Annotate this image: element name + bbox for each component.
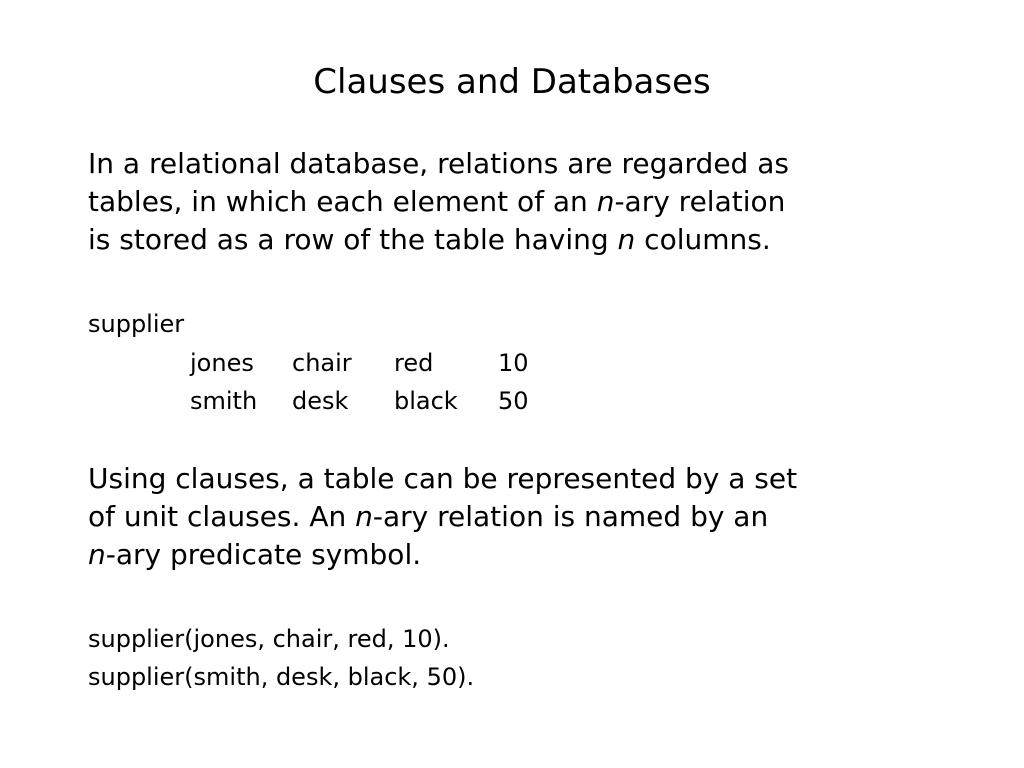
unit-clause: supplier(smith, desk, black, 50). xyxy=(88,663,475,691)
table-cell: smith xyxy=(190,387,258,415)
clauses-paragraph xyxy=(88,460,948,574)
intro-line-3-text-c: columns. xyxy=(635,223,771,256)
intro-line-2 xyxy=(88,183,948,221)
table-cell: red xyxy=(394,349,434,377)
table-cell: 50 xyxy=(498,387,529,415)
table-cell: chair xyxy=(292,349,352,377)
unit-clauses xyxy=(88,620,474,696)
table-cell: desk xyxy=(292,387,349,415)
intro-line-3-n: n xyxy=(617,223,636,256)
intro-line-2-n: n xyxy=(596,185,615,218)
table-cell: 10 xyxy=(498,349,529,377)
clauses-line-2-n: n xyxy=(355,500,373,533)
intro-line-3-text-a: is stored as a row of the table having xyxy=(88,223,618,256)
table-row xyxy=(190,382,555,420)
clauses-line-1: Using clauses, a table can be represented by a set xyxy=(88,462,798,495)
clauses-line-3 xyxy=(88,536,948,574)
intro-paragraph xyxy=(88,145,948,259)
clauses-line-2 xyxy=(88,498,948,536)
table-row xyxy=(190,344,555,382)
intro-line-2-text-c: -ary relation xyxy=(614,185,786,218)
clauses-line-2-text-c: -ary relation is named by an xyxy=(372,500,769,533)
unit-clause: supplier(jones, chair, red, 10). xyxy=(88,625,450,653)
intro-line-3 xyxy=(88,221,948,259)
clauses-line-2-text-a: of unit clauses. An xyxy=(88,500,356,533)
table-cell: jones xyxy=(190,349,254,377)
slide-title: Clauses and Databases xyxy=(313,62,711,102)
intro-line-2-text-a: tables, in which each element of an xyxy=(88,185,597,218)
intro-line-1: In a relational database, relations are regarded as xyxy=(88,147,789,180)
clauses-line-3-text-b: -ary predicate symbol. xyxy=(105,538,422,571)
table-cell: black xyxy=(394,387,458,415)
supplier-table xyxy=(190,344,555,420)
clauses-line-3-n: n xyxy=(88,538,106,571)
table-name-label: supplier xyxy=(88,310,185,338)
